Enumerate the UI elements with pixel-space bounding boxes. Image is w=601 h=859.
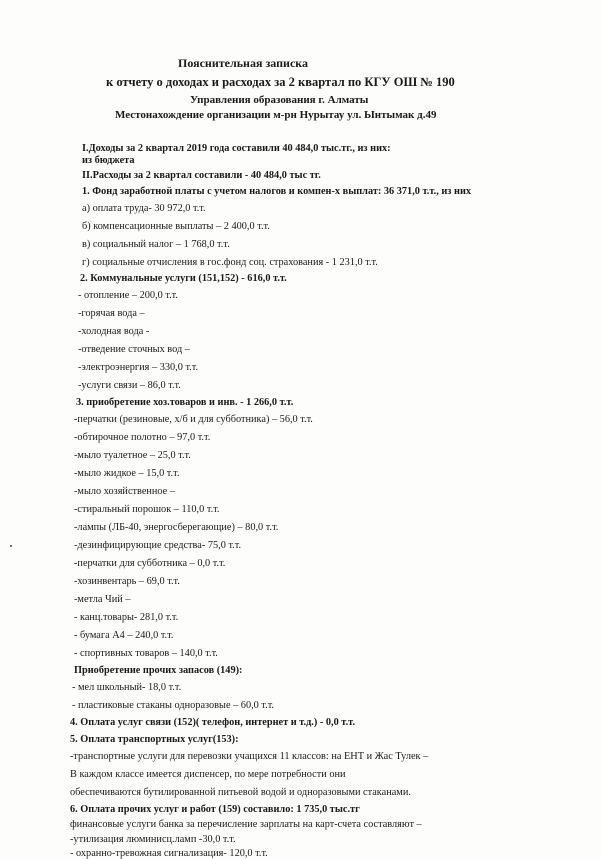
list-item: а) оплата труда- 30 972,0 т.т. [82, 203, 206, 214]
section-2-heading: 2. Коммунальные услуги (151,152) - 616,0 т.т. [80, 273, 287, 284]
list-item: -мыло хозяйственное – [74, 486, 175, 497]
list-item: - охранно-тревожная сигнализация- 120,0 т.т. [70, 848, 268, 859]
list-item: -метла Чий – [74, 594, 131, 605]
section-3-heading: 3. приобретение хоз.товаров и инв. - 1 266,0 т.т. [76, 397, 294, 408]
section-6-heading: 6. Оплата прочих услуг и работ (159) составило: 1 735,0 тыс.тг [70, 804, 360, 815]
list-item: финансовые услуги банка за перечисление зарплаты на карт-счета составляют – [70, 819, 422, 830]
document-subtitle: к отчету о доходах и расходах за 2 квартал по КГУ ОШ № 190 [106, 75, 455, 89]
list-item: в) социальный налог – 1 768,0 т.т. [82, 239, 230, 250]
list-item: -утилизация люминисц.ламп -30,0 т.т. [70, 834, 236, 845]
expenses-line: II.Расходы за 2 квартал составили - 40 484,0 тыс тг. [82, 170, 321, 181]
list-item: -перчатки для субботника – 0,0 т.т. [74, 558, 226, 569]
list-item: - мел школьный- 18,0 т.т. [72, 682, 182, 693]
list-item: - канц.товары- 281,0 т.т. [74, 612, 179, 623]
list-item: г) социальные отчисления в гос.фонд соц. страхования - 1 231,0 т.т. [82, 257, 378, 268]
list-item: В каждом классе имеется диспенсер, по мере потребности они [70, 769, 346, 780]
department-line: Управления образования г. Алматы [190, 94, 369, 106]
list-item: -горячая вода – [78, 308, 145, 319]
scan-speck [10, 545, 12, 547]
list-item: - спортивных товаров – 140,0 т.т. [74, 648, 218, 659]
other-stocks-heading: Приобретение прочих запасов (149): [74, 665, 243, 676]
list-item: -перчатки (резиновые, х/б и для субботника) – 56,0 т.т. [74, 414, 313, 425]
section-4-heading: 4. Оплата услуг связи (152)( телефон, интернет и т.д.) - 0,0 т.т. [70, 717, 356, 728]
list-item: - бумага А4 – 240,0 т.т. [74, 630, 174, 641]
income-line: I.Доходы за 2 квартал 2019 года составили 40 484,0 тыс.тг., из них: [82, 143, 391, 154]
list-item: -обтирочное полотно – 97,0 т.т. [74, 432, 211, 443]
list-item: -холодная вода - [78, 326, 150, 337]
list-item: -мыло туалетное – 25,0 т.т. [74, 450, 191, 461]
list-item: -услуги связи – 86,0 т.т. [78, 380, 181, 391]
list-item: обеспечиваются бутилированной питьевой водой и одноразовыми стаканами. [70, 787, 411, 798]
list-item: -дезинфицирующие средства- 75,0 т.т. [74, 540, 242, 551]
list-item: - отопление – 200,0 т.т. [78, 290, 178, 301]
section-1-heading: 1. Фонд заработной платы с учетом налогов и компен-х выплат: 36 371,0 т.т., из них [82, 186, 472, 197]
list-item: -транспортные услуги для перевозки учащихся 11 классов: на ЕНТ и Жас Тулек – [70, 751, 429, 762]
list-item: -электроэнергия – 330,0 т.т. [78, 362, 199, 373]
list-item: - пластиковые стаканы одноразовые – 60,0 т.т. [72, 700, 275, 711]
list-item: -хозинвентарь – 69,0 т.т. [74, 576, 180, 587]
budget-line: из бюджета [82, 155, 135, 166]
list-item: -мыло жидкое – 15,0 т.т. [74, 468, 180, 479]
document-title: Пояснительная записка [178, 56, 309, 70]
list-item: -лампы (ЛБ-40, энергосберегающие) – 80,0 т.т. [74, 522, 279, 533]
list-item: б) компенсационные выплаты – 2 400,0 т.т. [82, 221, 270, 232]
location-line: Местонахождение организации м-рн Нурытау ул. Ынтымак д.49 [115, 109, 437, 121]
list-item: -отведение сточных вод – [78, 344, 190, 355]
list-item: -стиральный порошок – 110,0 т.т. [74, 504, 220, 515]
section-5-heading: 5. Оплата транспортных услуг(153): [70, 734, 239, 745]
